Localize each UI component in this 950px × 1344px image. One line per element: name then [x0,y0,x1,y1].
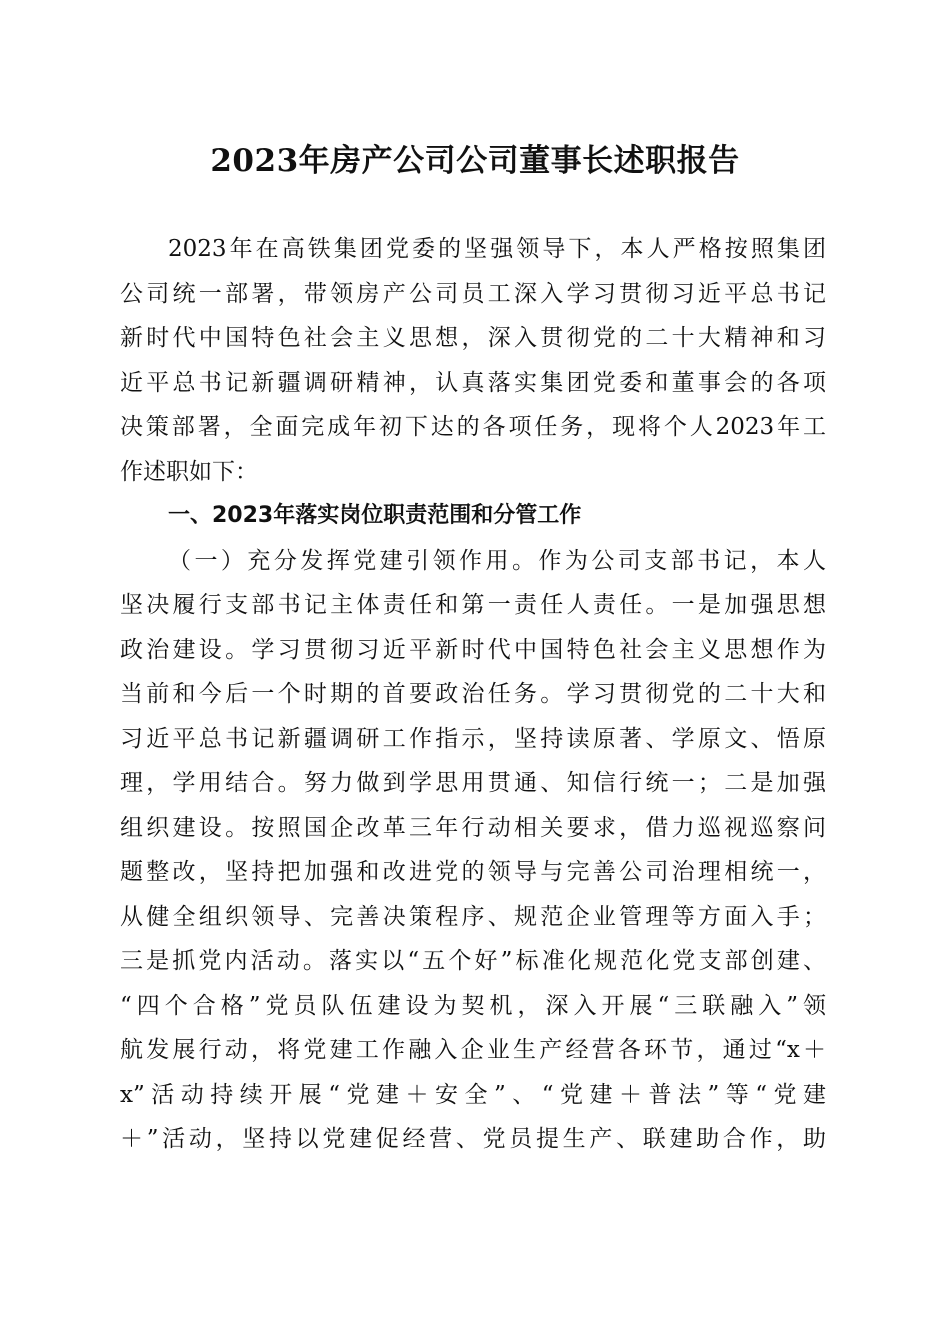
document-title: 2023年房产公司公司董事长述职报告 [210,143,740,179]
paragraph-line: 公司统一部署，带领房产公司员工深入学习贯彻习近平总书记 [120,280,826,307]
paragraph-line: 题整改，坚持把加强和改进党的领导与完善公司治理相统一， [120,859,826,885]
paragraph-line: 政治建设。学习贯彻习近平新时代中国特色社会主义思想作为 [120,636,826,663]
paragraph-line: 坚决履行支部书记主体责任和第一责任人责任。一是加强思想 [120,592,826,618]
paragraph-line: x”活动持续开展“党建＋安全”、“党建＋普法”等“党建 [120,1081,826,1108]
section-heading: 一、2023年落实岗位职责范围和分管工作 [168,503,582,528]
paragraph-line: 近平总书记新疆调研精神，认真落实集团党委和董事会的各项 [120,369,826,396]
paragraph-line: 航发展行动，将党建工作融入企业生产经营各环节，通过“x＋ [120,1037,826,1063]
paragraph-line: 组织建设。按照国企改革三年行动相关要求，借力巡视巡察问 [120,814,826,841]
document-body [120,227,826,1162]
paragraph-line: （一）充分发挥党建引领作用。作为公司支部书记，本人 [168,547,826,574]
paragraph-line: 三是抓党内活动。落实以“五个好”标准化规范化党支部创建、 [120,948,826,974]
paragraph-line: ＋”活动，坚持以党建促经营、党员提生产、联建助合作，助 [120,1126,826,1152]
paragraph-line: 习近平总书记新疆调研工作指示，坚持读原著、学原文、悟原 [120,725,826,752]
paragraph-line: 从健全组织领导、完善决策程序、规范企业管理等方面入手； [120,903,826,930]
paragraph-line: 决策部署，全面完成年初下达的各项任务，现将个人2023年工 [120,414,826,440]
paragraph-line: 新时代中国特色社会主义思想，深入贯彻党的二十大精神和习 [120,325,826,351]
paragraph-line: 理，学用结合。努力做到学思用贯通、知信行统一；二是加强 [120,770,826,796]
paragraph-line: 当前和今后一个时期的首要政治任务。学习贯彻党的二十大和 [120,681,826,707]
paragraph-line: 作述职如下： [120,458,258,485]
paragraph-line: “四个合格”党员队伍建设为契机，深入开展“三联融入”领 [120,992,826,1019]
paragraph-line: 2023年在高铁集团党委的坚强领导下，本人严格按照集团 [168,236,826,262]
